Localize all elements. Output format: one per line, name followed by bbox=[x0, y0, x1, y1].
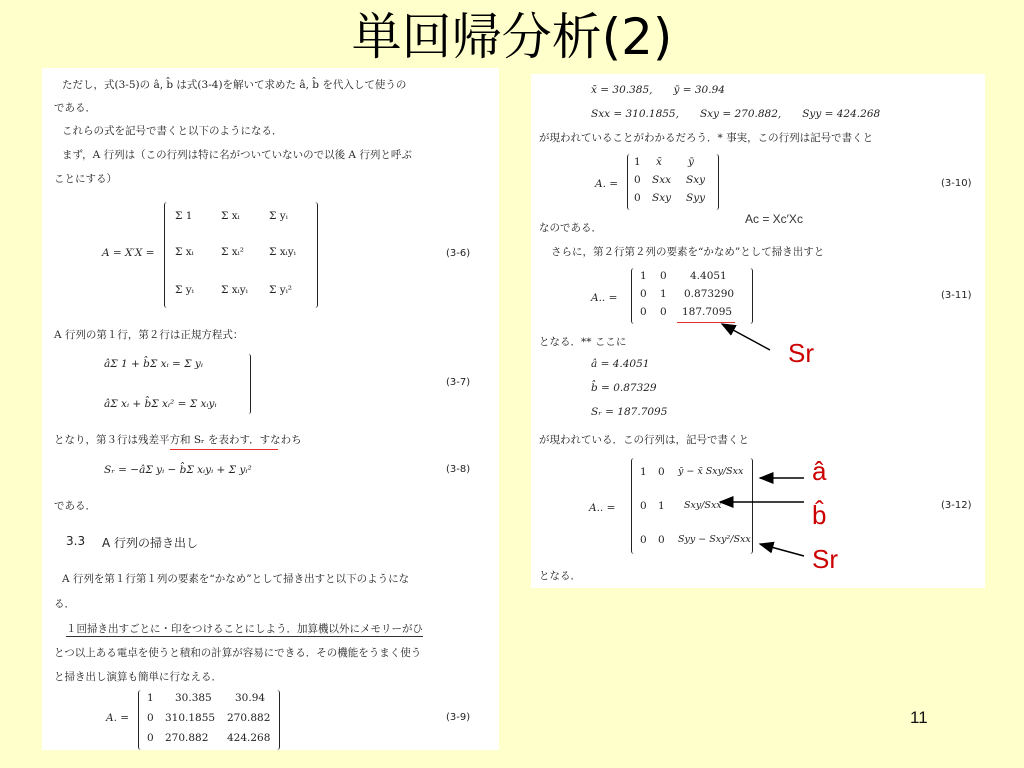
matrix-cell: Σ yᵢ² bbox=[269, 284, 293, 296]
arrow-to-sr-entry bbox=[760, 544, 804, 556]
eq-3-11-number: (3-11) bbox=[941, 290, 972, 301]
left-paragraph-4: A 行列の第１行，第２行は正規方程式： bbox=[54, 329, 244, 341]
matrix-cell: 30.94 bbox=[235, 692, 266, 704]
left-paragraph-8-line-1: １回掃き出すごとに・印をつけることにしよう．加算機以外にメモリーがひ bbox=[66, 623, 423, 635]
matrix-cell: 424.268 bbox=[227, 732, 271, 744]
matrix-cell: ȳ bbox=[688, 156, 694, 168]
right-paragraph-5: が現われている．この行列は，記号で書くと bbox=[539, 434, 749, 446]
eq-3-6-number: (3-6) bbox=[446, 248, 471, 259]
annotation-sr-bottom: Sr bbox=[812, 544, 838, 574]
slide-title: 単回帰分析(2) bbox=[351, 8, 673, 66]
matrix-cell: 0 bbox=[640, 288, 647, 300]
matrix-cell: 0 bbox=[634, 192, 641, 204]
matrix-cell: Sxy bbox=[652, 192, 672, 204]
matrix-cell: ȳ − x̄ Sxy/Sxx bbox=[678, 466, 744, 477]
page-number: 11 bbox=[910, 708, 928, 727]
section-number: 3.3 bbox=[66, 534, 86, 548]
matrix-cell: Σ 1 bbox=[175, 210, 193, 222]
matrix-cell: 4.4051 bbox=[690, 270, 727, 282]
right-means-line: x̄ = 30.385, ȳ = 30.94 bbox=[591, 84, 725, 96]
eq-3-12-lhs: A.. = bbox=[589, 502, 616, 514]
annotation-sr-top: Sr bbox=[788, 338, 814, 368]
matrix-cell: Σ yᵢ bbox=[175, 284, 194, 296]
matrix-cell: 1 bbox=[658, 500, 665, 512]
value-a-hat: â = 4.4051 bbox=[591, 358, 650, 370]
right-paragraph-4: となる．** ここに bbox=[539, 336, 627, 348]
matrix-cell: Σ xᵢ² bbox=[221, 246, 245, 258]
matrix-cell: Σ xᵢ bbox=[221, 210, 240, 222]
matrix-cell: 1 bbox=[660, 288, 667, 300]
matrix-cell: 0 bbox=[147, 732, 154, 744]
matrix-cell: 0.873290 bbox=[684, 288, 735, 300]
left-paragraph-8-line-3: と掃き出し演算も簡単に行なえる． bbox=[54, 671, 222, 683]
matrix-cell: 0 bbox=[640, 306, 647, 318]
matrix-cell: 0 bbox=[658, 466, 665, 478]
matrix-cell: Σ xᵢyᵢ bbox=[269, 246, 296, 258]
matrix-cell: 0 bbox=[147, 712, 154, 724]
left-paragraph-7-line-1: A 行列を第１行第１列の要素を“かなめ”として掃き出すと以下のようにな bbox=[62, 573, 410, 585]
matrix-cell: 270.882 bbox=[227, 712, 271, 724]
matrix-cell: 0 bbox=[640, 534, 647, 546]
eq-3-7-line-2: âΣ xᵢ + b̂Σ xᵢ² = Σ xᵢyᵢ bbox=[104, 398, 217, 410]
left-paragraph-8-line-2: とつ以上ある電卓を使うと積和の計算が容易にできる．その機能をうまく使う bbox=[54, 647, 422, 659]
matrix-cell: Syy − Sxy²/Sxx bbox=[678, 534, 751, 545]
eq-3-7-number: (3-7) bbox=[446, 377, 471, 388]
matrix-cell: 1 bbox=[147, 692, 154, 704]
arrow-to-sr-value bbox=[722, 324, 770, 350]
matrix-cell: Sxx bbox=[652, 174, 672, 186]
right-paragraph-2: なのである． bbox=[539, 222, 602, 234]
right-paragraph-1: が現われていることがわかるだろう．* 事実，この行列は記号で書くと bbox=[539, 132, 874, 144]
matrix-cell: 187.7095 bbox=[682, 306, 733, 318]
matrix-cell: 310.1855 bbox=[165, 712, 216, 724]
matrix-cell: 0 bbox=[660, 306, 667, 318]
matrix-cell: Σ yᵢ bbox=[269, 210, 288, 222]
left-paragraph-3-line-2: ことにする） bbox=[54, 173, 117, 185]
matrix-cell: 270.882 bbox=[165, 732, 209, 744]
left-paragraph-1-line-1: ただし，式(3-5)の â, b̂ は式(3-4)を解いて求めた â, b̂ を代入して使うの bbox=[62, 79, 407, 91]
left-paragraph-3-line-1: まず，A 行列は（この行列は特に名がついていないので以後 A 行列と呼ぶ bbox=[62, 149, 412, 161]
matrix-cell: 30.385 bbox=[175, 692, 212, 704]
eq-3-10-number: (3-10) bbox=[941, 178, 972, 189]
eq-3-12-number: (3-12) bbox=[941, 500, 972, 511]
value-sr: Sᵣ = 187.7095 bbox=[591, 406, 668, 418]
matrix-cell: 1 bbox=[634, 156, 641, 168]
matrix-cell: Sxy/Sxx bbox=[684, 500, 722, 511]
handwritten-note: Ac = Xc′Xc bbox=[745, 212, 803, 226]
annotation-b-hat: b̂ bbox=[812, 500, 827, 530]
left-paragraph-1-line-2: である． bbox=[54, 102, 96, 114]
matrix-cell: 1 bbox=[640, 466, 647, 478]
eq-3-6-lhs: A = X′X = bbox=[102, 247, 155, 259]
right-sums-line: Sxx = 310.1855, Sxy = 270.882, Syy = 424.268 bbox=[591, 108, 881, 120]
matrix-cell: 0 bbox=[634, 174, 641, 186]
left-paragraph-6: である． bbox=[54, 500, 96, 512]
matrix-cell: 1 bbox=[640, 270, 647, 282]
eq-3-7-line-1: âΣ 1 + b̂Σ xᵢ = Σ yᵢ bbox=[104, 358, 203, 370]
annotation-a-hat: â bbox=[812, 456, 827, 486]
eq-3-8-number: (3-8) bbox=[446, 464, 471, 475]
eq-3-9-lhs: A. = bbox=[106, 712, 130, 724]
right-paragraph-3: さらに，第２行第２列の要素を“かなめ”として掃き出すと bbox=[551, 246, 825, 258]
matrix-cell: Sxy bbox=[686, 174, 706, 186]
left-paragraph-7-line-2: る． bbox=[54, 598, 75, 610]
matrix-cell: 0 bbox=[658, 534, 665, 546]
eq-3-11-lhs: A.. = bbox=[591, 292, 618, 304]
matrix-cell: Syy bbox=[686, 192, 706, 204]
right-paragraph-6: となる． bbox=[539, 570, 581, 582]
eq-3-9-number: (3-9) bbox=[446, 712, 471, 723]
matrix-cell: 0 bbox=[640, 500, 647, 512]
left-paragraph-2: これらの式を記号で書くと以下のようになる． bbox=[62, 125, 283, 137]
matrix-cell: Σ xᵢyᵢ bbox=[221, 284, 248, 296]
matrix-cell: x̄ bbox=[656, 156, 662, 168]
left-paragraph-5: となり，第３行は残差平方和 Sᵣ を表わす．すなわち bbox=[54, 434, 302, 446]
eq-3-10-lhs: A. = bbox=[595, 178, 619, 190]
value-b-hat: b̂ = 0.87329 bbox=[591, 382, 657, 394]
eq-3-8: Sᵣ = −âΣ yᵢ − b̂Σ xᵢyᵢ + Σ yᵢ² bbox=[104, 464, 252, 476]
section-title: A 行列の掃き出し bbox=[102, 536, 199, 550]
matrix-cell: Σ xᵢ bbox=[175, 246, 194, 258]
matrix-cell: 0 bbox=[660, 270, 667, 282]
